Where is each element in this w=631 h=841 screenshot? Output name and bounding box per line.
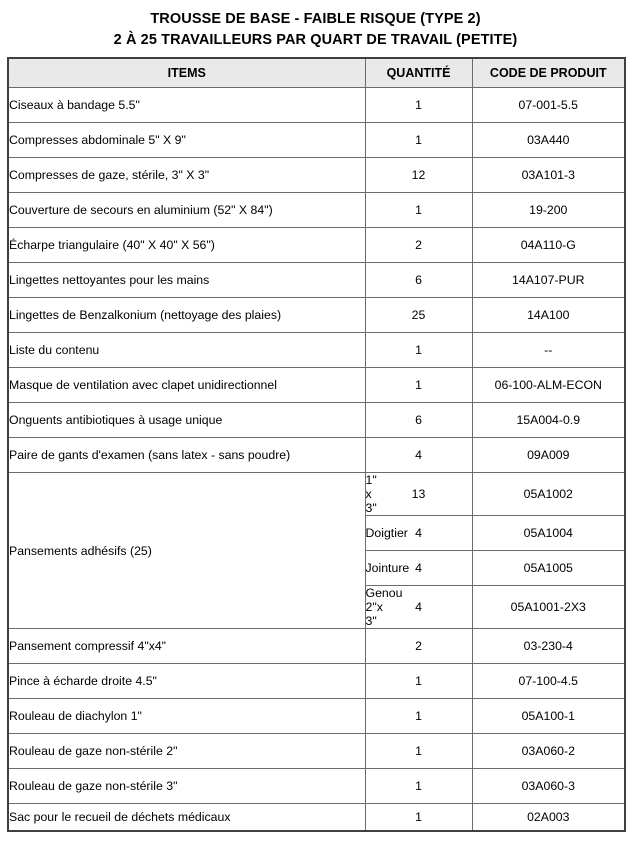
column-header-quantity: QUANTITÉ — [365, 58, 472, 88]
cell-quantity: 1 — [365, 664, 472, 699]
cell-item: Rouleau de gaze non-stérile 3" — [8, 769, 365, 804]
cell-quantity: 2 — [365, 228, 472, 263]
cell-quantity: 1 — [365, 804, 472, 832]
cell-code: -- — [472, 333, 625, 368]
cell-item: Ciseaux à bandage 5.5" — [8, 88, 365, 123]
cell-item: Sac pour le recueil de déchets médicaux — [8, 804, 365, 832]
table-row — [8, 734, 625, 769]
cell-item: Lingettes de Benzalkonium (nettoyage des plaies) — [8, 298, 365, 333]
cell-item: Pince à écharde droite 4.5" — [8, 664, 365, 699]
cell-code: 07-001-5.5 — [472, 88, 625, 123]
cell-code: 09A009 — [472, 438, 625, 473]
table-row — [8, 228, 625, 263]
table-row — [8, 438, 625, 473]
cell-quantity: 1 — [365, 699, 472, 734]
cell-code: 05A100-1 — [472, 699, 625, 734]
cell-quantity: 6 — [365, 263, 472, 298]
cell-quantity: 1 — [365, 123, 472, 158]
cell-code: 02A003 — [472, 804, 625, 832]
table-row-group-bandages — [8, 473, 625, 516]
cell-quantity: 1 — [365, 88, 472, 123]
cell-group-label: Pansements adhésifs (25) — [8, 473, 365, 629]
table-row — [8, 804, 625, 832]
cell-item: Paire de gants d'examen (sans latex - sans poudre) — [8, 438, 365, 473]
cell-item: Lingettes nettoyantes pour les mains — [8, 263, 365, 298]
cell-item: Rouleau de gaze non-stérile 2" — [8, 734, 365, 769]
table-row — [8, 263, 625, 298]
table-row — [8, 629, 625, 664]
cell-quantity: 1 — [365, 333, 472, 368]
column-header-items: ITEMS — [8, 58, 365, 88]
cell-code: 05A1002 — [472, 473, 625, 516]
cell-quantity: 6 — [365, 403, 472, 438]
cell-code: 03A060-2 — [472, 734, 625, 769]
table-body — [8, 88, 625, 832]
cell-code: 06-100-ALM-ECON — [472, 368, 625, 403]
title-line-1: TROUSSE DE BASE - FAIBLE RISQUE (TYPE 2) — [150, 11, 481, 27]
cell-item: Écharpe triangulaire (40" X 40" X 56") — [8, 228, 365, 263]
table-row — [8, 158, 625, 193]
cell-code: 05A1005 — [472, 551, 625, 586]
table-row — [8, 699, 625, 734]
cell-item: Compresses abdominale 5" X 9" — [8, 123, 365, 158]
cell-quantity: 4 — [365, 551, 472, 586]
cell-quantity: 2 — [365, 629, 472, 664]
cell-quantity: 13 — [365, 473, 472, 516]
cell-code: 05A1004 — [472, 516, 625, 551]
cell-item: Masque de ventilation avec clapet unidirectionnel — [8, 368, 365, 403]
cell-quantity: 1 — [365, 769, 472, 804]
table-row — [8, 123, 625, 158]
table-row — [8, 333, 625, 368]
cell-code: 07-100-4.5 — [472, 664, 625, 699]
cell-quantity: 25 — [365, 298, 472, 333]
cell-code: 04A110-G — [472, 228, 625, 263]
cell-quantity: 1 — [365, 193, 472, 228]
cell-item: Compresses de gaze, stérile, 3" X 3" — [8, 158, 365, 193]
cell-item: Couverture de secours en aluminium (52" X 84") — [8, 193, 365, 228]
table-row — [8, 769, 625, 804]
first-aid-kit-table — [7, 57, 626, 832]
table-row — [8, 88, 625, 123]
cell-code: 15A004-0.9 — [472, 403, 625, 438]
table-row — [8, 298, 625, 333]
cell-quantity: 1 — [365, 734, 472, 769]
cell-code: 05A1001-2X3 — [472, 586, 625, 629]
column-header-code: CODE DE PRODUIT — [472, 58, 625, 88]
cell-item: Rouleau de diachylon 1" — [8, 699, 365, 734]
table-row — [8, 664, 625, 699]
cell-item: Onguents antibiotiques à usage unique — [8, 403, 365, 438]
cell-quantity: 4 — [365, 586, 472, 629]
cell-quantity: 1 — [365, 368, 472, 403]
cell-code: 14A100 — [472, 298, 625, 333]
cell-code: 03-230-4 — [472, 629, 625, 664]
cell-item: Liste du contenu — [8, 333, 365, 368]
table-row — [8, 368, 625, 403]
document-title — [7, 5, 624, 57]
cell-quantity: 4 — [365, 516, 472, 551]
cell-quantity: 12 — [365, 158, 472, 193]
cell-code: 14A107-PUR — [472, 263, 625, 298]
cell-code: 03A440 — [472, 123, 625, 158]
cell-quantity: 4 — [365, 438, 472, 473]
table-header-row — [8, 58, 625, 88]
table-row — [8, 403, 625, 438]
cell-code: 19-200 — [472, 193, 625, 228]
cell-code: 03A060-3 — [472, 769, 625, 804]
cell-code: 03A101-3 — [472, 158, 625, 193]
table-row — [8, 193, 625, 228]
cell-item: Pansement compressif 4"x4" — [8, 629, 365, 664]
title-line-2: 2 À 25 TRAVAILLEURS PAR QUART DE TRAVAIL (PETITE) — [113, 32, 518, 48]
